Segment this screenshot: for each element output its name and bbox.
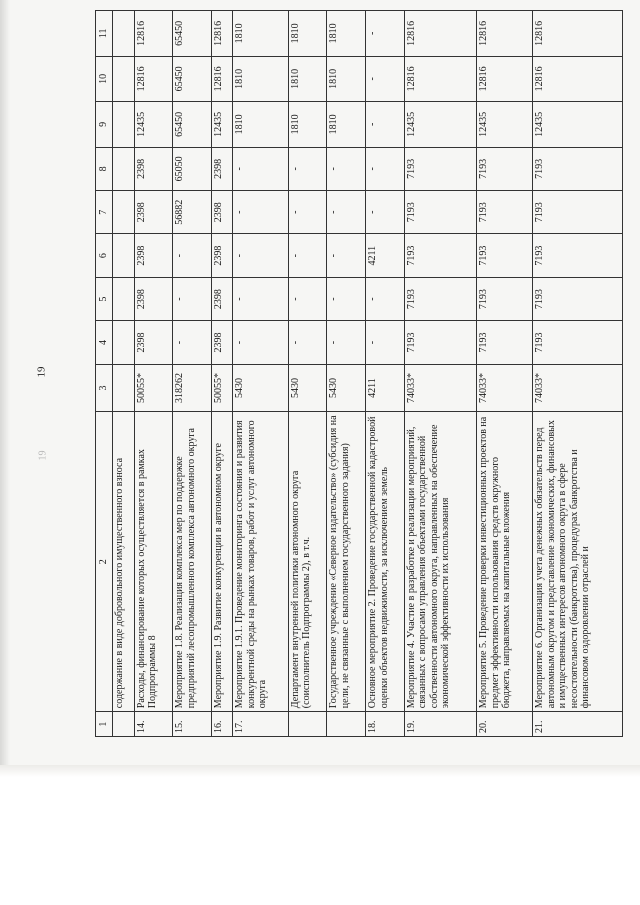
value-cell: 7193 [533,191,623,234]
rotated-table-container [95,10,623,737]
value-cell: 50055* [211,364,233,412]
column-header: 8 [96,147,113,190]
value-cell: - [366,191,405,234]
value-cell: 2398 [134,147,173,190]
row-description: Мероприятие 1.8. Реализация комплекса мер по поддержке предприятий лесопромышленного комплекса автономного округа [173,412,212,712]
table-row [477,11,533,737]
value-cell: - [366,147,405,190]
table-row [533,11,623,737]
value-cell: 56882 [173,191,212,234]
value-cell: 1810 [233,102,289,148]
value-cell [113,11,135,57]
value-cell: 74033* [533,364,623,412]
value-cell: 2398 [211,191,233,234]
value-cell: 7193 [533,321,623,364]
value-cell: 50055* [134,364,173,412]
value-cell: 7193 [477,191,533,234]
budget-table [95,10,623,737]
value-cell [113,147,135,190]
value-cell: - [288,191,327,234]
table-row [173,11,212,737]
table-header-row [96,11,113,737]
value-cell: 2398 [211,321,233,364]
column-header: 6 [96,234,113,277]
value-cell: 74033* [404,364,477,412]
scan-edge-shadow [0,0,10,775]
table-row [113,11,135,737]
value-cell: 12816 [533,56,623,102]
value-cell: - [173,234,212,277]
value-cell: 12435 [477,102,533,148]
column-header: 10 [96,56,113,102]
row-description: содержание в виде добровольного имущественного взноса [113,412,135,712]
value-cell: - [327,147,366,190]
row-description: Мероприятие 4. Участие в разработке и реализации мероприятий, связанных с вопросами управления объектами государственной собственности автономного округа, направленных на обеспечение экономической эффективности их использования [404,412,477,712]
row-number [327,712,366,737]
value-cell: 12435 [134,102,173,148]
value-cell: 7193 [404,321,477,364]
row-number: 21. [533,712,623,737]
value-cell: 1810 [327,11,366,57]
value-cell [113,364,135,412]
row-number: 20. [477,712,533,737]
column-header: 5 [96,277,113,320]
value-cell: - [288,277,327,320]
row-number: 14. [134,712,173,737]
table-row [134,11,173,737]
value-cell: 4211 [366,234,405,277]
value-cell: 2398 [134,277,173,320]
value-cell: 7193 [477,321,533,364]
column-header: 3 [96,364,113,412]
column-header: 11 [96,11,113,57]
value-cell: - [288,321,327,364]
value-cell [113,191,135,234]
value-cell: 5430 [288,364,327,412]
value-cell [113,56,135,102]
value-cell: 65450 [173,11,212,57]
value-cell: - [327,321,366,364]
table-row [404,11,477,737]
value-cell: - [233,234,289,277]
value-cell: 12816 [477,11,533,57]
page-number: 19 [35,366,48,378]
value-cell: 5430 [233,364,289,412]
value-cell: 12816 [134,11,173,57]
value-cell: 1810 [233,11,289,57]
value-cell: - [173,321,212,364]
value-cell: - [233,277,289,320]
value-cell: - [327,234,366,277]
row-number: 16. [211,712,233,737]
row-number: 19. [404,712,477,737]
value-cell: - [288,234,327,277]
value-cell: 2398 [211,147,233,190]
row-description: Основное мероприятие 2. Проведение государственной кадастровой оценки объектов недвижимости, за исключением земель [366,412,405,712]
value-cell: 65450 [173,102,212,148]
value-cell: 7193 [533,234,623,277]
value-cell: - [288,147,327,190]
value-cell: 12816 [134,56,173,102]
value-cell: - [366,11,405,57]
row-number: 15. [173,712,212,737]
value-cell: 2398 [134,191,173,234]
row-number [113,712,135,737]
value-cell: 2398 [211,277,233,320]
column-header: 7 [96,191,113,234]
value-cell: 318262 [173,364,212,412]
value-cell: 7193 [477,277,533,320]
row-description: Государственное учреждение «Северное издательство» (субсидия на цели, не связанные с выполнением государственного задания) [327,412,366,712]
table-row [233,11,289,737]
value-cell: - [327,191,366,234]
value-cell [113,234,135,277]
value-cell: - [366,102,405,148]
value-cell: 2398 [134,234,173,277]
value-cell: 4211 [366,364,405,412]
value-cell: - [233,147,289,190]
value-cell: - [233,321,289,364]
value-cell: 1810 [233,56,289,102]
value-cell: - [233,191,289,234]
value-cell: 74033* [477,364,533,412]
table-row [366,11,405,737]
table-body [113,11,623,737]
value-cell: 65450 [173,56,212,102]
value-cell: 1810 [327,56,366,102]
page-number-bleed: 19 [37,450,49,461]
value-cell: 12435 [404,102,477,148]
value-cell: 12816 [477,56,533,102]
row-number [288,712,327,737]
row-description: Мероприятие 5. Проведение проверки инвестиционных проектов на предмет эффективности использования средств окружного бюджета, направляемых на капитальные вложения [477,412,533,712]
value-cell: 12816 [211,56,233,102]
value-cell [113,321,135,364]
column-header: 1 [96,712,113,737]
value-cell: - [366,56,405,102]
table-row [327,11,366,737]
value-cell: 7193 [533,277,623,320]
value-cell: 12816 [211,11,233,57]
value-cell: - [173,277,212,320]
row-number: 17. [233,712,289,737]
value-cell: 12435 [211,102,233,148]
value-cell: 7193 [533,147,623,190]
value-cell: 1810 [288,102,327,148]
table-row [211,11,233,737]
value-cell: 7193 [477,234,533,277]
value-cell: 65050 [173,147,212,190]
value-cell: 7193 [404,234,477,277]
value-cell: - [366,321,405,364]
value-cell: 2398 [211,234,233,277]
value-cell: - [366,277,405,320]
value-cell: 12816 [404,56,477,102]
value-cell: 1810 [288,11,327,57]
value-cell: 7193 [477,147,533,190]
value-cell [113,277,135,320]
column-header: 4 [96,321,113,364]
value-cell: 7193 [404,277,477,320]
value-cell: 5430 [327,364,366,412]
value-cell: 12816 [404,11,477,57]
value-cell: 12435 [533,102,623,148]
value-cell: - [327,277,366,320]
value-cell: 7193 [404,191,477,234]
scan-bottom-edge [0,765,640,777]
column-header: 9 [96,102,113,148]
row-number: 18. [366,712,405,737]
value-cell: 2398 [134,321,173,364]
column-header: 2 [96,412,113,712]
row-description: Мероприятие 1.9.1. Проведение мониторинга состояния и развития конкурентной среды на рынках товаров, работ и услуг автономного округа [233,412,289,712]
row-description: Расходы, финансирование которых осуществляется в рамках Подпрограммы 8 [134,412,173,712]
value-cell: 1810 [288,56,327,102]
table-row [288,11,327,737]
row-description: Мероприятие 1.9. Развитие конкуренции в автономном округе [211,412,233,712]
value-cell: 1810 [327,102,366,148]
value-cell: 7193 [404,147,477,190]
value-cell: 12816 [533,11,623,57]
row-description: Мероприятие 6. Организация учета денежных обязательств перед автономным округом и представление экономических, финансовых и имущественных интересов автономного округа в сфере несостоятельности (банкротства), процедурах банкротства и финансовом оздоровлении отраслей и [533,412,623,712]
row-description: Департамент внутренней политики автономного округа (соисполнитель Подпрограммы 2), в т.ч. [288,412,327,712]
value-cell [113,102,135,148]
